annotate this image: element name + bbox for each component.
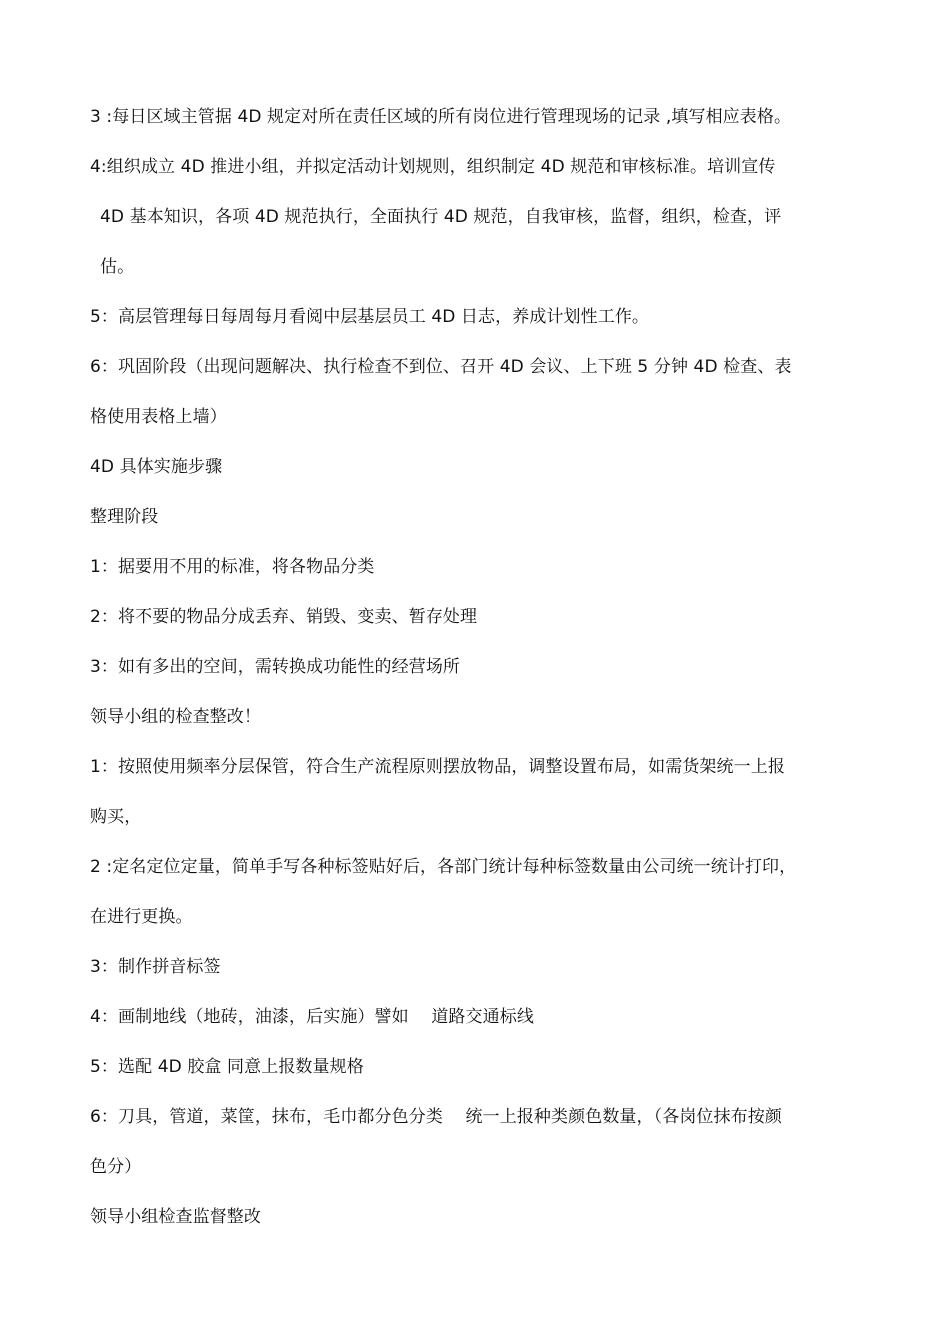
paragraph-line: 4:组织成立 4D 推进小组，并拟定活动计划规则，组织制定 4D 规范和审核标准。培训宣传 xyxy=(90,157,776,177)
paragraph-line: 4D 基本知识，各项 4D 规范执行，全面执行 4D 规范，自我审核，监督，组织，检查，评 xyxy=(100,207,782,227)
paragraph-line: 1：据要用不用的标准，将各物品分类 xyxy=(90,557,375,577)
document-body xyxy=(90,92,862,1242)
paragraph-line: 2 :定名定位定量，简单手写各种标签贴好后，各部门统计每种标签数量由公司统一统计打印， xyxy=(90,857,797,877)
paragraph-line: 6：巩固阶段（出现问题解决、执行检查不到位、召开 4D 会议、上下班 5 分钟 4D 检查、表 xyxy=(90,357,792,377)
section-heading: 整理阶段 xyxy=(90,507,159,527)
paragraph-line: 3 :每日区域主管据 4D 规定对所在责任区域的所有岗位进行管理现场的记录 ,填写相应表格。 xyxy=(90,107,792,127)
section-heading: 领导小组检查监督整改 xyxy=(90,1207,261,1227)
paragraph-line: 3：制作拼音标签 xyxy=(90,957,221,977)
paragraph-line: 购买， xyxy=(90,807,142,827)
paragraph-line: 2：将不要的物品分成丢弃、销毁、变卖、暂存处理 xyxy=(90,607,478,627)
paragraph-line: 色分） xyxy=(90,1157,142,1177)
paragraph-line: 3：如有多出的空间，需转换成功能性的经营场所 xyxy=(90,657,461,677)
section-heading: 领导小组的检查整改！ xyxy=(90,707,261,727)
paragraph-line: 1：按照使用频率分层保管，符合生产流程原则摆放物品，调整设置布局，如需货架统一上报 xyxy=(90,757,785,777)
paragraph-line: 在进行更换。 xyxy=(90,907,193,927)
paragraph-line: 6：刀具，管道，菜筐，抹布，毛巾都分色分类 统一上报种类颜色数量，（各岗位抹布按颜 xyxy=(90,1107,782,1127)
paragraph-line: 估。 xyxy=(100,257,135,277)
paragraph-line: 5：高层管理每日每周每月看阅中层基层员工 4D 日志，养成计划性工作。 xyxy=(90,307,650,327)
paragraph-line: 4：画制地线（地砖，油漆，后实施）譬如 道路交通标线 xyxy=(90,1007,534,1027)
paragraph-line: 5：选配 4D 胶盒 同意上报数量规格 xyxy=(90,1057,364,1077)
section-heading: 4D 具体实施步骤 xyxy=(90,457,223,477)
paragraph-line: 格使用表格上墙） xyxy=(90,407,227,427)
